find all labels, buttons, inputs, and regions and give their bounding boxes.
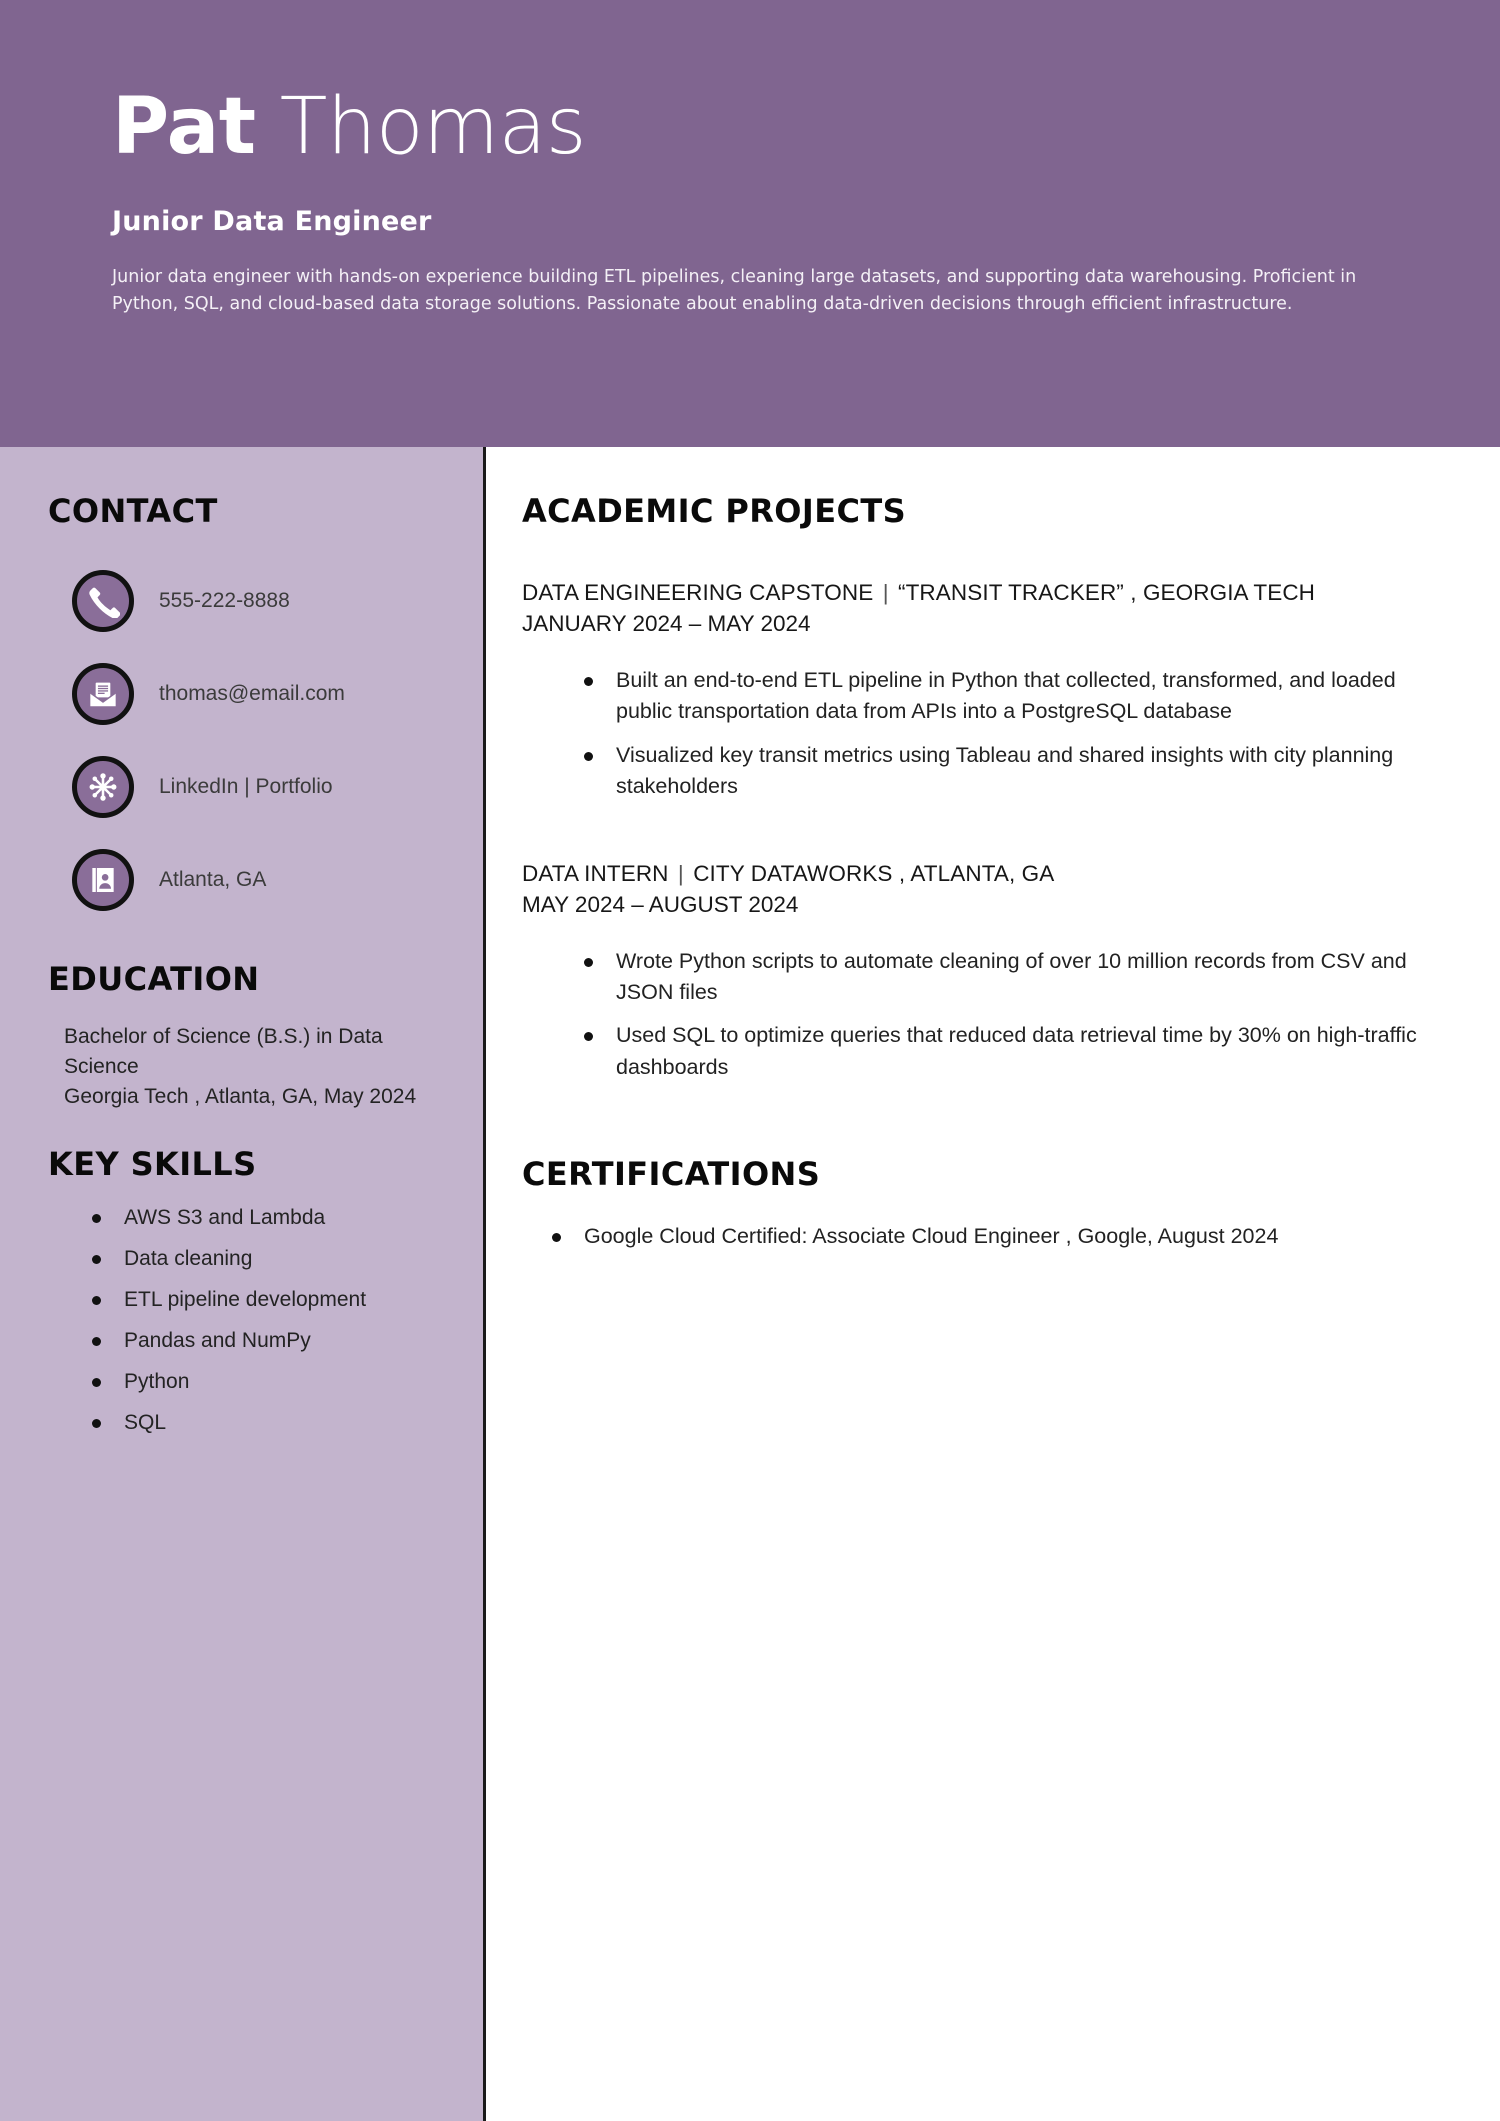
job-title: Junior Data Engineer	[112, 206, 432, 237]
email-icon	[72, 663, 134, 725]
contact-item-location[interactable]	[48, 833, 453, 926]
project-entry-capstone	[522, 577, 1440, 803]
list-item: Python	[92, 1371, 453, 1412]
entry-title	[522, 858, 1440, 889]
academic-projects-heading: ACADEMIC PROJECTS	[522, 492, 907, 530]
education-school: Georgia Tech , Atlanta, GA, May 2024	[64, 1084, 417, 1108]
project-entry-data-intern	[522, 858, 1440, 1084]
sidebar	[0, 447, 486, 2121]
contact-item-email[interactable]	[48, 647, 453, 740]
entry-role: DATA INTERN	[522, 860, 669, 886]
education-degree: Bachelor of Science (B.S.) in Data Science	[64, 1025, 383, 1078]
entry-separator: |	[882, 580, 889, 605]
list-item: Built an end-to-end ETL pipeline in Python that collected, transformed, and loaded public transportation data from APIs into a PostgreSQL database	[584, 665, 1440, 728]
professional-summary: Junior data engineer with hands-on experience building ETL pipelines, cleaning large datasets, and supporting data warehousing. Proficient in Python, SQL, and cloud-based data storage solutions. Passionate about enabling data-driven decisions through efficient infrastructure.	[112, 267, 1357, 314]
contact-list	[48, 554, 453, 926]
list-item: Data cleaning	[92, 1248, 453, 1289]
list-item: Wrote Python scripts to automate cleaning of over 10 million records from CSV and JSON files	[584, 946, 1440, 1009]
key-skills-list	[48, 1207, 453, 1453]
entry-dates: MAY 2024 – AUGUST 2024	[522, 891, 799, 917]
list-item: AWS S3 and Lambda	[92, 1207, 453, 1248]
list-item: Pandas and NumPy	[92, 1330, 453, 1371]
contact-location-value: Atlanta, GA	[159, 867, 267, 891]
contact-item-phone[interactable]	[48, 554, 453, 647]
entry-organization: CITY DATAWORKS , ATLANTA, GA	[693, 860, 1055, 886]
list-item: Google Cloud Certified: Associate Cloud Engineer , Google, August 2024	[552, 1221, 1440, 1252]
list-item: ETL pipeline development	[92, 1289, 453, 1330]
main-column	[489, 447, 1500, 2121]
phone-icon	[72, 570, 134, 632]
certifications-list	[522, 1221, 1440, 1252]
list-item: Used SQL to optimize queries that reduced data retrieval time by 30% on high-traffic dashboards	[584, 1020, 1440, 1083]
entry-bullets	[522, 665, 1440, 803]
contact-heading: CONTACT	[48, 492, 218, 530]
page-title	[112, 82, 1392, 172]
education-heading: EDUCATION	[48, 960, 260, 998]
list-item: Visualized key transit metrics using Tableau and shared insights with city planning stakeholders	[584, 740, 1440, 803]
education-entry	[48, 1022, 453, 1111]
certifications-heading: CERTIFICATIONS	[522, 1155, 821, 1194]
contact-links-value: LinkedIn | Portfolio	[159, 774, 333, 798]
contact-phone-value: 555-222-8888	[159, 588, 290, 612]
address-card-icon	[72, 849, 134, 911]
key-skills-heading: KEY SKILLS	[48, 1145, 257, 1184]
last-name: Thomas	[279, 82, 587, 172]
entry-separator: |	[677, 860, 684, 886]
contact-item-links[interactable]	[48, 740, 453, 833]
first-name: Pat	[112, 82, 256, 172]
entry-title	[522, 577, 1440, 608]
entry-role: DATA ENGINEERING CAPSTONE	[522, 580, 874, 605]
list-item: SQL	[92, 1412, 453, 1453]
entry-organization: “TRANSIT TRACKER” , GEORGIA TECH	[898, 580, 1316, 605]
entry-bullets	[522, 946, 1440, 1084]
contact-email-value: thomas@email.com	[159, 681, 345, 705]
network-share-icon	[72, 756, 134, 818]
entry-dates: JANUARY 2024 – MAY 2024	[522, 611, 811, 637]
resume-header	[0, 0, 1500, 447]
